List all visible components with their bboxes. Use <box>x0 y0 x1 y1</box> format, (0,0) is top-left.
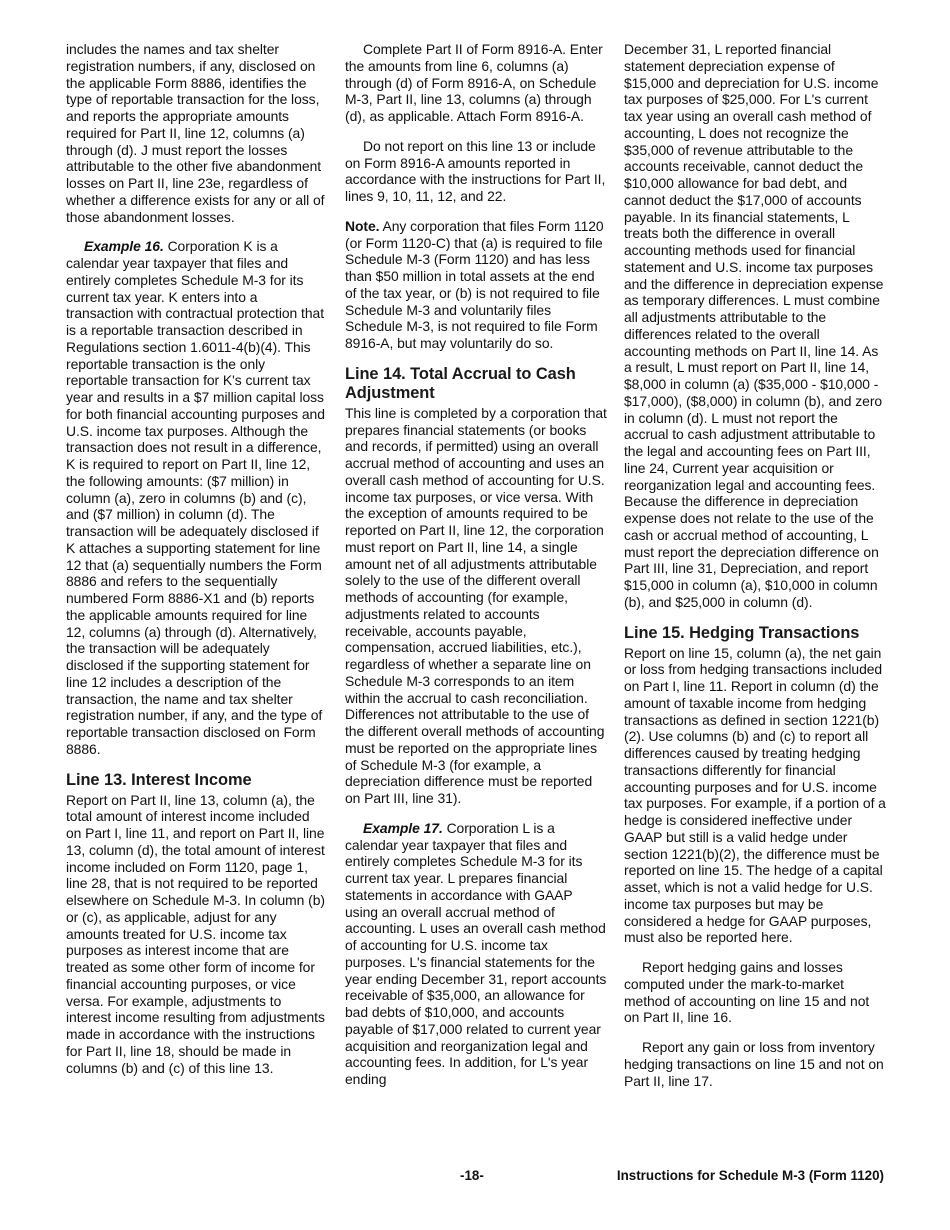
example-17-text: Corporation L is a calendar year taxpayer that files and entirely completes Schedule M-3 for its current tax year. L prepares financial statements in accordance with GAAP using an overall accrual method of accounting. L uses an overall cash method of accounting for U.S. income tax purposes. L's financial statements for the year ending December 31, report accounts receivable of $35,000, an allowance for bad debts of $10,000, and accounts payable of $17,000 related to current year acquisition and reorganization legal and accounting fees. In addition, for L's year ending <box>345 819 607 1087</box>
example-16-text: Corporation K is a calendar year taxpayer that files and entirely completes Schedule M-3 for its current tax year. K enters into a transaction with contractual protection that is a reportable transaction described in Regulations section 1.6011-4(b)(4). This reportable transaction is the only reportable transaction for K's current tax year and results in a $7 million capital loss for both financial accounting purposes and U.S. income tax purposes. Although the transaction does not result in a difference, K is required to report on Part II, line 12, the following amounts: ($7 million) in column (a), zero in columns (b) and (c), and ($7 million) in column (d). The transaction will be adequately disclosed if K attaches a supporting statement for line 12 that (a) sequentially numbers the Form 8886 and refers to the sequentially numbered Form 8886-X1 and (b) reports the applicable amounts required for line 12, columns (a) through (d). Alternatively, the transaction will be adequately disclosed if the supporting statement for line 12 includes a description of the transaction, the name and tax shelter registration number, if any, and the type of reportable transaction disclosed on Form 8886. <box>66 238 325 757</box>
paragraph: Complete Part II of Form 8916-A. Enter the amounts from line 6, columns (a) through (d) of Form 8916-A, on Schedule M-3, Part II, line 13, columns (a) through (d), as applicable. Attach Form 8916-A. <box>345 41 603 124</box>
page-number: -18- <box>460 1168 484 1183</box>
note-paragraph <box>345 218 607 352</box>
paragraph: includes the names and tax shelter registration numbers, if any, disclosed on the applicable Form 8886, identifies the type of reportable transaction for the loss, and reports the appropriate amounts required for Part II, line 12, columns (a) through (d). J must report the losses attributable to the other five abandonment losses on Part II, line 23e, regardless of whether a difference exists for any or all of those abandonment losses. <box>66 41 325 225</box>
paragraph: Do not report on this line 13 or include on Form 8916-A amounts reported in accordance with the instructions for Part II, lines 9, 10, 11, 12, and 22. <box>345 137 606 204</box>
paragraph: Report on Part II, line 13, column (a), the total amount of interest income included on Part I, line 11, and report on Part II, line 13, column (d), the total amount of interest income included on Form 1120, page 1, line 28, that is not required to be reported elsewhere on Schedule M-3. In column (b) or (c), as applicable, adjust for any amounts treated for U.S. income tax purposes as interest income that are treated as some other form of income for financial accounting purposes, or vice versa. For example, adjustments to interest income resulting from adjustments made in accordance with the instructions for Part II, line 18, should be made in columns (b) and (c) of this line 13. <box>66 791 325 1076</box>
paragraph: Report on line 15, column (a), the net gain or loss from hedging transactions included on Part I, line 11. Report in column (d) the amount of taxable income from hedging transactions as defined in section 1221(b)(2). Use columns (b) and (c) to report all differences caused by treating hedging transactions differently for financial accounting purposes and for U.S. income tax purposes. For example, if a portion of a hedge is considered ineffective under GAAP but still is a valid hedge under section 1221(b)(2), the difference must be reported on line 15. The hedge of a capital asset, which is not a valid hedge for U.S. income tax purposes but may be considered a hedge for GAAP purposes, must also be reported here. <box>624 644 886 946</box>
example-16-paragraph <box>66 238 328 757</box>
example-17-label: Example 17. <box>363 819 443 836</box>
note-text: Any corporation that files Form 1120 (or Form 1120-C) that (a) is required to file Schedule M-3 (Form 1120) and has less than $50 million in total assets at the end of the tax year, or (b) is not required to file Schedule M-3 and voluntarily files Schedule M-3, is not required to file Form 8916-A, but may voluntarily do so. <box>345 217 604 351</box>
paragraph: Report hedging gains and losses computed under the mark-to-market method of accounting on line 15 and not on Part II, line 16. <box>624 959 870 1026</box>
document-title: Instructions for Schedule M-3 (Form 1120) <box>616 1168 884 1183</box>
paragraph: Report any gain or loss from inventory hedging transactions on line 15 and not on Part II, line 17. <box>624 1039 884 1089</box>
example-16-label: Example 16. <box>84 238 164 255</box>
column-right <box>624 41 886 1102</box>
column-middle <box>345 41 607 1101</box>
example-17-paragraph <box>345 820 607 1088</box>
paragraph: December 31, L reported financial statement depreciation expense of $15,000 and depreciation for U.S. income tax purposes of $25,000. For L's current tax year using an overall cash method of accounting, L does not recognize the $35,000 of revenue attributable to the accounts receivable, cannot deduct the $10,000 allowance for bad debt, and cannot deduct the $17,000 of accounts payable. In its financial statements, L treats both the difference in overall accounting methods used for financial statement and U.S. income tax purposes and the difference in depreciation expense as temporary differences. L must combine all adjustments attributable to the differences related to the overall accounting methods on Part II, line 14. As a result, L must report on Part II, line 14, $8,000 in column (a) ($35,000 - $10,000 - $17,000), ($8,000) in column (b), and zero in column (d). L must not report the accrual to cash adjustment attributable to the legal and accounting fees on Part III, line 24, Current year acquisition or reorganization legal and accounting fees. Because the difference in depreciation expense does not relate to the use of the cash or accrual method of accounting, L must report the depreciation difference on Part III, line 31, Depreciation, and report $15,000 in column (a), $10,000 in column (b), and $25,000 in column (d). <box>624 41 884 610</box>
heading-line-13: Line 13. Interest Income <box>66 770 252 789</box>
column-left <box>66 41 328 1089</box>
heading-line-15: Line 15. Hedging Transactions <box>624 623 860 642</box>
note-label: Note. <box>345 217 380 234</box>
heading-line-14: Line 14. Total Accrual to Cash Adjustment <box>345 364 576 402</box>
paragraph: This line is completed by a corporation that prepares financial statements (or books and records, if permitted) using an overall accrual method of accounting and uses an overall cash method of accounting for U.S. income tax purposes, or vice versa. With the exception of amounts required to be reported on Part II, line 12, the corporation must report on Part II, line 14, a single amount net of all adjustments attributable solely to the use of the different overall methods of accounting (for example, adjustments related to accounts receivable, accounts payable, compensation, accrued liabilities, etc.), regardless of whether a separate line on Schedule M-3 corresponds to an item within the accrual to cash reconciliation. Differences not attributable to the use of the different overall methods of accounting must be reported on the appropriate lines of Schedule M-3 (for example, a depreciation difference must be reported on Part III, line 31). <box>345 404 607 806</box>
